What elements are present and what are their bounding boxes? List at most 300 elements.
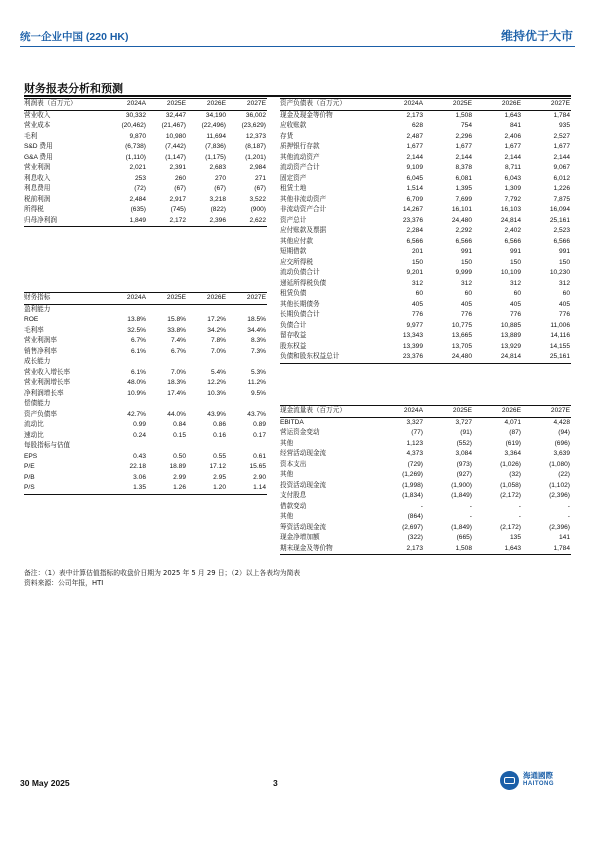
- row-label: 期末现金及等价物: [280, 544, 375, 555]
- row-label: 营运资金变动: [280, 429, 320, 436]
- table-row: [24, 315, 267, 326]
- value-cell: (91): [460, 429, 472, 436]
- table-row: [24, 483, 267, 494]
- value-cell: 8.3%: [250, 337, 266, 344]
- row-label: 固定资产: [280, 174, 307, 182]
- value-cell: 34.4%: [247, 326, 266, 334]
- value-cell: 42.7%: [127, 410, 146, 418]
- value-cell: (696): [554, 439, 570, 447]
- row-label: 负债合计: [280, 321, 307, 329]
- value-cell: 1,784: [522, 544, 571, 555]
- year-header-cell: 2026E: [187, 293, 227, 305]
- row-label: 所得税: [24, 206, 44, 213]
- row-label: 资本支出: [280, 460, 307, 468]
- value-cell: 7.0%: [210, 347, 226, 355]
- value-cell: (635): [130, 206, 146, 213]
- row-label: 其他: [280, 513, 294, 520]
- value-cell: 9,109: [406, 164, 423, 171]
- value-cell: 18.3%: [167, 379, 186, 386]
- year-header-cell: 2024A: [375, 406, 424, 418]
- value-cell: 991: [509, 248, 521, 255]
- value-cell: 6.7%: [170, 347, 186, 355]
- haitong-logo: [500, 770, 580, 792]
- value-cell: (72): [134, 185, 146, 192]
- value-cell: 16,103: [500, 206, 521, 213]
- value-cell: 935: [558, 122, 570, 129]
- value-cell: (1,834): [402, 492, 423, 499]
- value-cell: 17.2%: [207, 316, 226, 323]
- value-cell: 754: [460, 122, 472, 129]
- balance-sheet-table: [280, 98, 571, 364]
- value-cell: 16,101: [451, 206, 472, 213]
- table-row: [24, 452, 267, 463]
- row-label: 筹资活动现金流: [280, 523, 327, 531]
- value-cell: 10,775: [451, 321, 472, 329]
- value-cell: 0.84: [173, 421, 186, 428]
- year-header-cell: 2024A: [107, 99, 147, 111]
- value-cell: [147, 441, 187, 452]
- row-label: 非流动资产合计: [280, 206, 327, 213]
- value-cell: 9,977: [406, 321, 423, 329]
- value-cell: [227, 399, 267, 410]
- row-label: 长期负债合计: [280, 311, 320, 318]
- value-cell: (22,496): [201, 122, 226, 129]
- table-row: [280, 491, 571, 502]
- rating-label: 维持优于大市: [500, 29, 573, 43]
- value-cell: 60: [415, 290, 423, 297]
- value-cell: 1,508: [455, 111, 472, 119]
- value-cell: (23,629): [241, 122, 266, 129]
- value-cell: (87): [509, 429, 521, 436]
- value-cell: 6.1%: [130, 368, 146, 376]
- value-cell: 7,792: [504, 195, 521, 203]
- value-cell: 13,889: [500, 332, 521, 339]
- value-cell: (94): [558, 429, 570, 436]
- value-cell: [147, 304, 187, 315]
- year-header-cell: 2025E: [424, 406, 473, 418]
- row-label: 应付账款及票据: [280, 227, 327, 234]
- value-cell: [227, 441, 267, 452]
- year-header-cell: 2025E: [424, 99, 473, 111]
- value-cell: (1,026): [500, 460, 521, 468]
- value-cell: 1,677: [504, 143, 521, 150]
- table-title-cell: 财务指标: [24, 293, 107, 305]
- value-cell: 9,870: [129, 132, 146, 140]
- table-row: [24, 121, 267, 132]
- value-cell: 1.26: [147, 483, 187, 494]
- value-cell: 1,677: [553, 143, 570, 150]
- table-row: [280, 544, 571, 555]
- value-cell: (67): [254, 185, 266, 192]
- value-cell: 2,622: [227, 216, 267, 227]
- value-cell: 8,378: [455, 164, 472, 171]
- value-cell: [187, 304, 227, 315]
- value-cell: 6,566: [504, 237, 521, 245]
- value-cell: (1,998): [402, 481, 423, 489]
- year-header-cell: 2026E: [473, 99, 522, 111]
- value-cell: 405: [411, 300, 423, 308]
- value-cell: -: [420, 502, 423, 510]
- value-cell: (20,462): [121, 122, 146, 129]
- value-cell: [107, 357, 147, 368]
- value-cell: 2,396: [187, 216, 227, 227]
- table-row: [280, 237, 571, 248]
- row-label: 毛利率: [24, 326, 44, 334]
- row-label: 投资活动现金流: [280, 481, 327, 489]
- table-row: [280, 502, 571, 513]
- value-cell: (77): [411, 429, 423, 436]
- table-row: [280, 184, 571, 195]
- value-cell: [187, 441, 227, 452]
- row-label: 其他长期债务: [280, 300, 320, 308]
- value-cell: 25,161: [522, 352, 571, 363]
- value-cell: 3,522: [249, 195, 266, 203]
- value-cell: 0.15: [173, 431, 186, 439]
- value-cell: (665): [456, 534, 472, 541]
- value-cell: 776: [558, 311, 570, 318]
- income-statement-table: [24, 98, 267, 227]
- value-cell: 991: [460, 248, 472, 255]
- value-cell: 1,643: [504, 111, 521, 119]
- value-cell: 2,284: [406, 227, 423, 234]
- source-line: 资料来源：公司年报，HTI: [24, 579, 104, 587]
- section-title-rule: [24, 95, 571, 97]
- value-cell: 4,071: [504, 418, 521, 426]
- table-row: [280, 352, 571, 363]
- table-row: [280, 533, 571, 544]
- value-cell: [107, 399, 147, 410]
- table-row: [24, 462, 267, 473]
- value-cell: 13,343: [402, 332, 423, 339]
- logo-text-en: HAITONG: [523, 781, 555, 787]
- value-cell: (7,836): [205, 143, 226, 150]
- row-label: 质押银行存款: [280, 143, 320, 150]
- row-label: 应收账款: [280, 122, 307, 129]
- table-row: [280, 342, 571, 353]
- row-label: 现金及现金等价物: [280, 111, 333, 119]
- value-cell: [227, 357, 267, 368]
- value-cell: 9,201: [406, 269, 423, 276]
- value-cell: 3,639: [553, 450, 570, 457]
- value-cell: 6,012: [553, 174, 570, 182]
- value-cell: 150: [460, 258, 472, 266]
- table-row: [24, 216, 267, 227]
- value-cell: 3,364: [504, 450, 521, 457]
- value-cell: 16,094: [549, 206, 570, 213]
- row-label: 毛利: [24, 132, 38, 140]
- value-cell: 14,116: [550, 332, 570, 339]
- table-row: [24, 410, 267, 421]
- value-cell: 1.35: [107, 483, 147, 494]
- value-cell: 32,447: [165, 111, 186, 119]
- table-row: [280, 110, 571, 121]
- value-cell: 2,391: [169, 164, 186, 171]
- row-label: 借款变动: [280, 502, 307, 510]
- value-cell: 17.12: [209, 463, 226, 470]
- row-label: 净利润增长率: [24, 389, 64, 397]
- row-label: 流动负债合计: [280, 269, 320, 276]
- value-cell: 22.18: [129, 463, 146, 470]
- value-cell: 7,699: [455, 195, 472, 203]
- logo-text-cn: 海通國際: [523, 771, 553, 780]
- value-cell: 2,144: [455, 153, 472, 161]
- value-cell: -: [518, 513, 521, 520]
- value-cell: 11,694: [206, 132, 226, 140]
- table-row: [280, 331, 571, 342]
- year-header-cell: 2027E: [522, 99, 571, 111]
- value-cell: 8,711: [504, 164, 521, 171]
- value-cell: 43.7%: [247, 410, 266, 418]
- value-cell: 10,980: [165, 132, 186, 140]
- table-row: [280, 247, 571, 258]
- value-cell: 13,705: [451, 342, 472, 350]
- year-header-cell: 2025E: [147, 99, 187, 111]
- value-cell: (1,201): [245, 153, 266, 161]
- table-row: [24, 357, 267, 368]
- value-cell: (21,467): [161, 122, 186, 129]
- value-cell: (2,172): [500, 492, 521, 499]
- row-label: P/E: [24, 463, 35, 470]
- table-row: [280, 258, 571, 269]
- value-cell: 9,067: [553, 164, 570, 171]
- value-cell: [107, 304, 147, 315]
- value-cell: 0.50: [173, 452, 186, 460]
- section-title: 财务报表分析和预测: [24, 82, 123, 95]
- value-cell: 5.4%: [210, 368, 226, 376]
- table-row: [24, 205, 267, 216]
- row-label: 成长能力: [24, 358, 51, 365]
- row-label: 负债和股东权益总计: [280, 352, 375, 363]
- table-row: [280, 216, 571, 227]
- value-cell: 312: [460, 279, 472, 287]
- table-row: [280, 174, 571, 185]
- table-row: [280, 310, 571, 321]
- value-cell: (1,110): [125, 153, 146, 161]
- value-cell: 17.4%: [167, 389, 186, 397]
- value-cell: 405: [460, 300, 472, 308]
- value-cell: 18.89: [169, 463, 186, 470]
- table-row: [280, 512, 571, 523]
- value-cell: 13,929: [500, 342, 521, 350]
- value-cell: 12,373: [245, 132, 266, 140]
- row-label: 租赁土地: [280, 185, 307, 192]
- value-cell: (22): [558, 471, 570, 478]
- value-cell: 1.20: [187, 483, 227, 494]
- value-cell: 270: [214, 174, 226, 182]
- value-cell: (1,147): [165, 153, 186, 161]
- note-line: 备注：（1）表中计算估值指标的收盘价日期为 2025 年 5 月 29 日；（2）以上各表均为简表: [24, 569, 301, 577]
- row-label: 现金净增加额: [280, 534, 320, 541]
- row-label: 其他应付款: [280, 237, 313, 245]
- value-cell: (2,396): [549, 492, 570, 499]
- table-row: [280, 289, 571, 300]
- value-cell: 2,173: [406, 111, 423, 119]
- table-row: [24, 132, 267, 143]
- row-label: 其他非流动资产: [280, 195, 327, 203]
- value-cell: 1,226: [553, 185, 570, 192]
- value-cell: 150: [558, 258, 570, 266]
- row-label: 销售净利率: [24, 347, 57, 355]
- value-cell: 2,021: [129, 164, 146, 171]
- value-cell: 13,399: [402, 342, 423, 350]
- row-label: 营业收入增长率: [24, 368, 71, 376]
- value-cell: (67): [174, 185, 186, 192]
- value-cell: 312: [411, 279, 423, 287]
- value-cell: 2,144: [553, 153, 570, 161]
- value-cell: 150: [411, 258, 423, 266]
- page-number: 3: [273, 778, 278, 788]
- row-label: 税前利润: [24, 195, 51, 203]
- value-cell: 6.7%: [130, 337, 146, 344]
- value-cell: [227, 304, 267, 315]
- value-cell: 0.16: [213, 431, 226, 439]
- value-cell: -: [469, 502, 472, 510]
- table-row: [24, 473, 267, 484]
- row-label: 利息收入: [24, 174, 51, 182]
- value-cell: (1,175): [205, 153, 226, 161]
- value-cell: 2,917: [169, 195, 186, 203]
- value-cell: 2,523: [553, 227, 570, 234]
- value-cell: (2,396): [549, 523, 570, 531]
- value-cell: 2,144: [406, 153, 423, 161]
- year-header-cell: 2024A: [107, 293, 147, 305]
- row-label: S&D 费用: [24, 143, 53, 150]
- row-label: 流动资产合计: [280, 164, 320, 171]
- value-cell: (322): [407, 534, 423, 541]
- table-row: [24, 368, 267, 379]
- value-cell: 2.95: [213, 473, 226, 481]
- value-cell: 141: [558, 534, 570, 541]
- value-cell: 1,784: [553, 111, 570, 119]
- value-cell: 14,155: [549, 342, 570, 350]
- value-cell: -: [518, 502, 521, 510]
- value-cell: 24,814: [473, 352, 522, 363]
- value-cell: 405: [558, 300, 570, 308]
- value-cell: 271: [254, 174, 266, 182]
- value-cell: 6,566: [406, 237, 423, 245]
- table-header-row: [280, 99, 571, 111]
- value-cell: (619): [505, 439, 521, 447]
- table-row: [280, 153, 571, 164]
- value-cell: 3.06: [133, 473, 146, 481]
- value-cell: 18.5%: [247, 316, 266, 323]
- value-cell: 6,566: [455, 237, 472, 245]
- value-cell: 36,002: [245, 111, 266, 119]
- value-cell: 24,480: [424, 352, 473, 363]
- table-row: [280, 121, 571, 132]
- value-cell: (822): [210, 206, 226, 213]
- value-cell: 10.3%: [207, 389, 226, 397]
- year-header-cell: 2026E: [187, 99, 227, 111]
- value-cell: (1,900): [451, 481, 472, 489]
- value-cell: 11.2%: [247, 379, 266, 386]
- value-cell: 2,406: [504, 132, 521, 140]
- value-cell: (1,058): [500, 481, 521, 489]
- value-cell: 776: [411, 311, 423, 318]
- value-cell: (1,102): [549, 481, 570, 489]
- value-cell: (1,080): [549, 460, 570, 468]
- value-cell: 24,480: [451, 216, 472, 224]
- table-row: [280, 279, 571, 290]
- value-cell: 0.61: [253, 452, 266, 460]
- value-cell: 2,173: [375, 544, 424, 555]
- row-label: 递延所得税负债: [280, 279, 327, 287]
- footer-date: 30 May 2025: [20, 778, 70, 788]
- row-label: 归母净利润: [24, 216, 107, 227]
- row-label: 支付股息: [280, 492, 307, 499]
- value-cell: 0.86: [213, 421, 226, 428]
- value-cell: 33.8%: [167, 326, 186, 334]
- value-cell: 15.8%: [167, 316, 186, 323]
- value-cell: 2,683: [209, 164, 226, 171]
- table-row: [280, 268, 571, 279]
- value-cell: (552): [456, 439, 472, 447]
- table-row: [280, 132, 571, 143]
- table-row: [280, 417, 571, 428]
- row-label: 盈利能力: [24, 305, 51, 313]
- value-cell: 5.3%: [250, 368, 266, 376]
- row-label: 速动比: [24, 431, 44, 439]
- report-company-title: 统一企业中国 (220 HK): [20, 31, 129, 43]
- row-label: 每股指标与估值: [24, 442, 71, 449]
- header-divider: [20, 46, 575, 47]
- row-label: ROE: [24, 316, 39, 323]
- table-row: [280, 195, 571, 206]
- table-row: [24, 142, 267, 153]
- value-cell: 2,487: [406, 132, 423, 140]
- year-header-cell: 2024A: [375, 99, 424, 111]
- row-label: EPS: [24, 452, 38, 460]
- value-cell: 4,428: [553, 418, 570, 426]
- value-cell: 201: [411, 248, 423, 255]
- value-cell: 1,849: [107, 216, 147, 227]
- value-cell: 1,677: [455, 143, 472, 150]
- table-row: [280, 321, 571, 332]
- table-row: [280, 163, 571, 174]
- value-cell: 0.89: [253, 421, 266, 428]
- value-cell: 1,514: [406, 185, 423, 192]
- row-label: 营业成本: [24, 122, 51, 129]
- table-row: [24, 110, 267, 121]
- value-cell: 312: [509, 279, 521, 287]
- table-row: [24, 195, 267, 206]
- year-header-cell: 2027E: [227, 99, 267, 111]
- value-cell: 30,332: [125, 111, 146, 119]
- value-cell: 841: [509, 122, 521, 129]
- value-cell: 7.8%: [210, 337, 226, 344]
- value-cell: 2.99: [173, 473, 186, 481]
- table-row: [280, 205, 571, 216]
- table-row: [24, 347, 267, 358]
- value-cell: 628: [411, 122, 423, 129]
- table-row: [24, 326, 267, 337]
- value-cell: 1,123: [406, 439, 423, 447]
- value-cell: 0.43: [133, 452, 146, 460]
- value-cell: 6,566: [553, 237, 570, 245]
- value-cell: 776: [460, 311, 472, 318]
- value-cell: (8,187): [245, 143, 266, 150]
- row-label: 营业利润增长率: [24, 379, 71, 386]
- table-row: [24, 389, 267, 400]
- value-cell: 0.55: [213, 452, 226, 460]
- value-cell: [107, 441, 147, 452]
- value-cell: 2,527: [553, 132, 570, 140]
- value-cell: (1,269): [402, 471, 423, 478]
- value-cell: 32.5%: [127, 326, 146, 334]
- value-cell: 2,172: [147, 216, 187, 227]
- table-row: [280, 523, 571, 534]
- table-row: [280, 481, 571, 492]
